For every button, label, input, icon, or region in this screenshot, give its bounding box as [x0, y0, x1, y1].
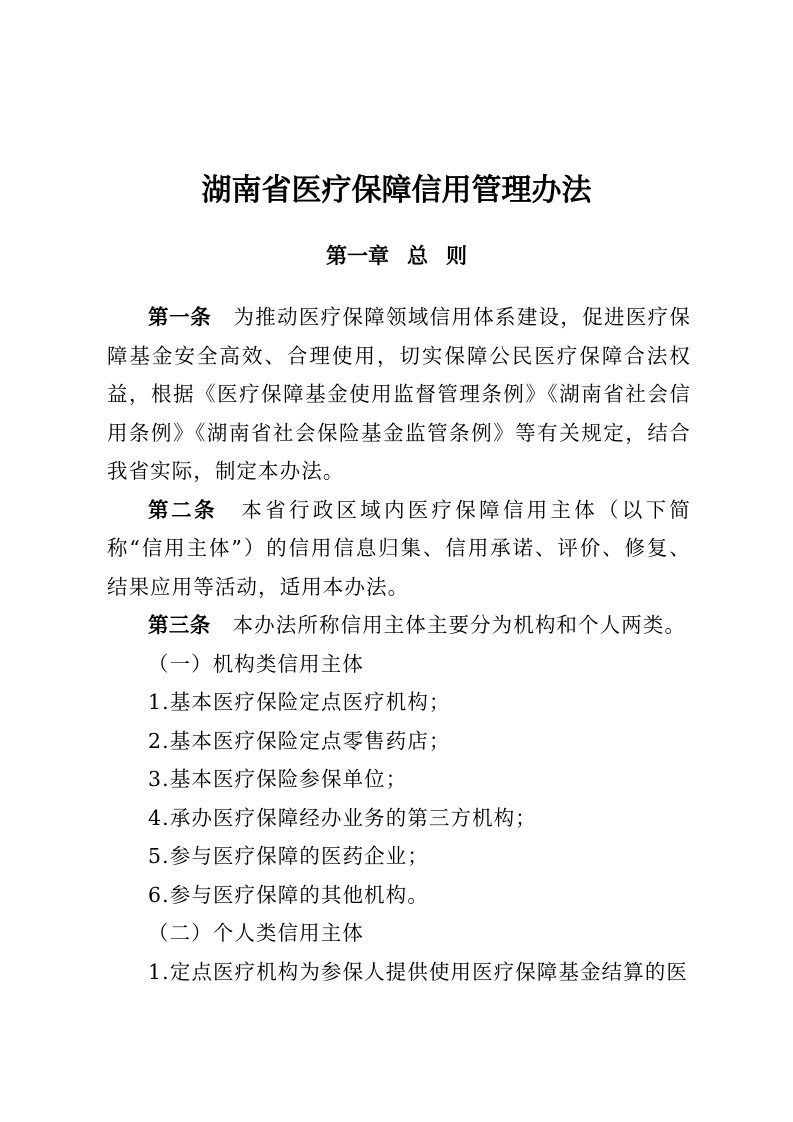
article-label: 第一条 [148, 305, 212, 329]
list-item: 6.参与医疗保障的其他机构。 [148, 882, 429, 907]
article-2 [107, 491, 691, 607]
article-3 [107, 606, 691, 645]
article-text: 为推动医疗保障领域信用体系建设，促进医疗保障基金安全高效、合理使用，切实保障公民医疗保障合法权益，根据《医疗保障基金使用监督管理条例》《湖南省社会信用条例》《湖南省社会保险基金监管条例》等有关规定，结合我省实际，制定本办法。 [107, 305, 692, 483]
chapter-heading [0, 238, 793, 274]
document-title: 湖南省医疗保障信用管理办法 [201, 173, 592, 208]
chapter-word-1: 总 [407, 244, 428, 268]
section-heading: （二）个人类信用主体 [148, 921, 364, 945]
chapter-number: 第一章 [326, 244, 389, 268]
article-text: 本办法所称信用主体主要分为机构和个人两类。 [232, 613, 687, 637]
section-heading: （一）机构类信用主体 [148, 651, 364, 676]
list-item: 3.基本医疗保险参保单位； [148, 767, 408, 791]
article-1 [107, 298, 691, 491]
article-label: 第二条 [148, 497, 218, 522]
article-text: 本省行政区域内医疗保障信用主体（以下简称“信用主体”）的信用信息归集、信用承诺、评价、修复、结果应用等活动，适用本办法。 [107, 497, 691, 599]
chapter-word-2: 则 [446, 244, 467, 268]
list-item: 1.基本医疗保险定点医疗机构； [148, 690, 451, 714]
list-item: 5.参与医疗保障的医药企业； [148, 844, 429, 868]
document-body [107, 298, 691, 991]
list-item: 1.定点医疗机构为参保人提供使用医疗保障基金结算的医 [148, 959, 689, 984]
article-label: 第三条 [148, 613, 211, 637]
list-item: 4.承办医疗保障经办业务的第三方机构； [148, 805, 537, 830]
list-item: 2.基本医疗保险定点零售药店； [148, 728, 451, 753]
